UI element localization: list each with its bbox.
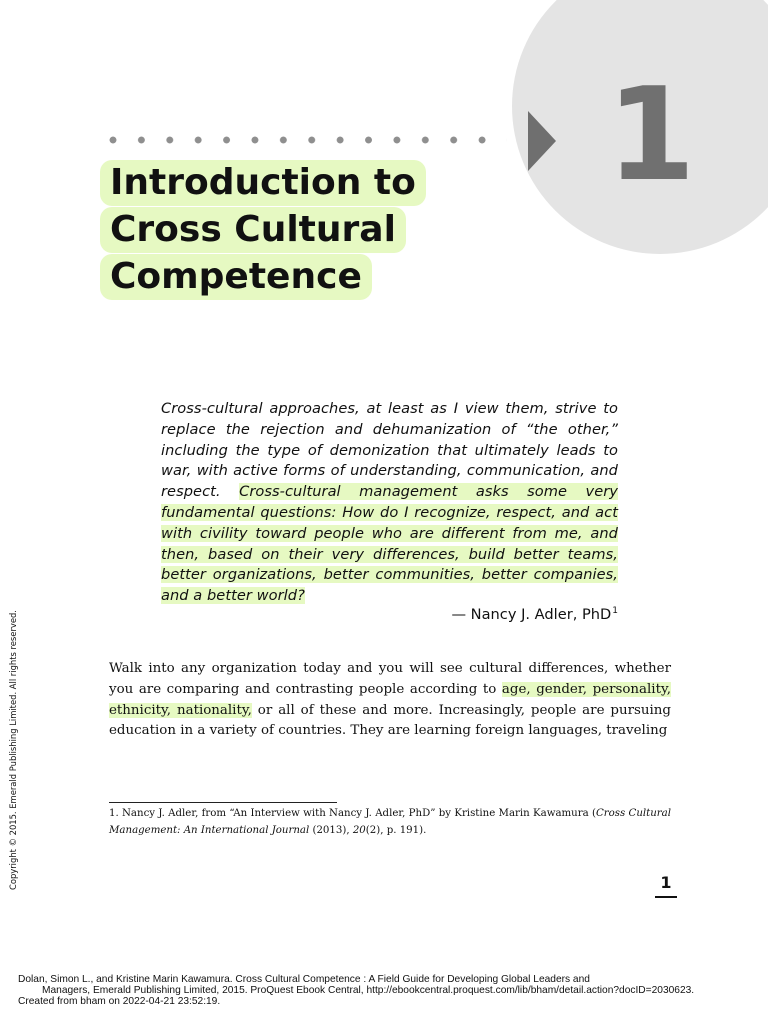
epigraph-attribution bbox=[380, 605, 618, 625]
attribution-text: — Nancy J. Adler, PhD bbox=[451, 606, 612, 623]
footnote-reference: 1 bbox=[612, 606, 618, 616]
footnote bbox=[109, 806, 671, 839]
body-text: Walk into any organization today and you will see cultural differences, whether you are comparing and contrasting people according to bbox=[109, 661, 671, 697]
epigraph-text: Cross-cultural approaches, at least as I view them, strive to replace the rejection and dehumanization of “the other,” including the type of demonization that ultimately leads to war, with active forms of understanding, communication, and respect. bbox=[161, 400, 618, 501]
chapter-arrow-icon bbox=[528, 111, 556, 171]
chapter-title-line: Competence bbox=[100, 254, 372, 300]
chapter-number: 1 bbox=[606, 61, 696, 210]
source-citation bbox=[18, 974, 758, 1008]
footnote-journal: Cross Cultural Management: An International Journal bbox=[109, 808, 671, 836]
citation-line: Created from bham on 2022-04-21 23:52:19. bbox=[18, 996, 221, 1008]
epigraph-quote bbox=[161, 399, 618, 607]
footnote-lead: 1. Nancy J. Adler, from “An Interview with Nancy J. Adler, PhD” by Kristine Marin Kawamura ( bbox=[109, 808, 596, 819]
copyright-notice: Copyright © 2015. Emerald Publishing Limited. All rights reserved. bbox=[8, 610, 18, 890]
epigraph-highlighted-text: Cross-cultural management asks some very fundamental questions: How do I recognize, respect, and act with civility toward people who are different from me, and then, based on their very differences, build better teams, better organizations, better communities, better companies, and a better world? bbox=[161, 483, 618, 605]
citation-line: Dolan, Simon L., and Kristine Marin Kawamura. Cross Cultural Competence : A Field Guide for Developing Global Leaders and bbox=[18, 974, 590, 985]
chapter-title bbox=[100, 160, 426, 301]
footnote-divider bbox=[109, 802, 337, 803]
body-highlighted-text: age, gender, personality, ethnicity, nationality, bbox=[109, 681, 671, 718]
chapter-title-line: Introduction to bbox=[100, 160, 426, 206]
footnote-tail: (2), p. 191). bbox=[365, 824, 427, 836]
body-text: or all of these and more. Increasingly, people are pursuing education in a variety of countries. They are learning foreign languages, traveling bbox=[109, 702, 671, 739]
page-number: 1 bbox=[655, 872, 677, 898]
citation-line: Managers, Emerald Publishing Limited, 2015. ProQuest Ebook Central, http://ebookcentral.proquest.com/lib/bham/detail.action?docID=2030623. bbox=[42, 985, 695, 997]
body-paragraph bbox=[109, 659, 671, 742]
chapter-title-line: Cross Cultural bbox=[100, 207, 406, 253]
dotted-leader-divider bbox=[109, 136, 507, 144]
footnote-volume: 20 bbox=[352, 824, 366, 836]
footnote-mid: (2013), bbox=[309, 824, 353, 836]
